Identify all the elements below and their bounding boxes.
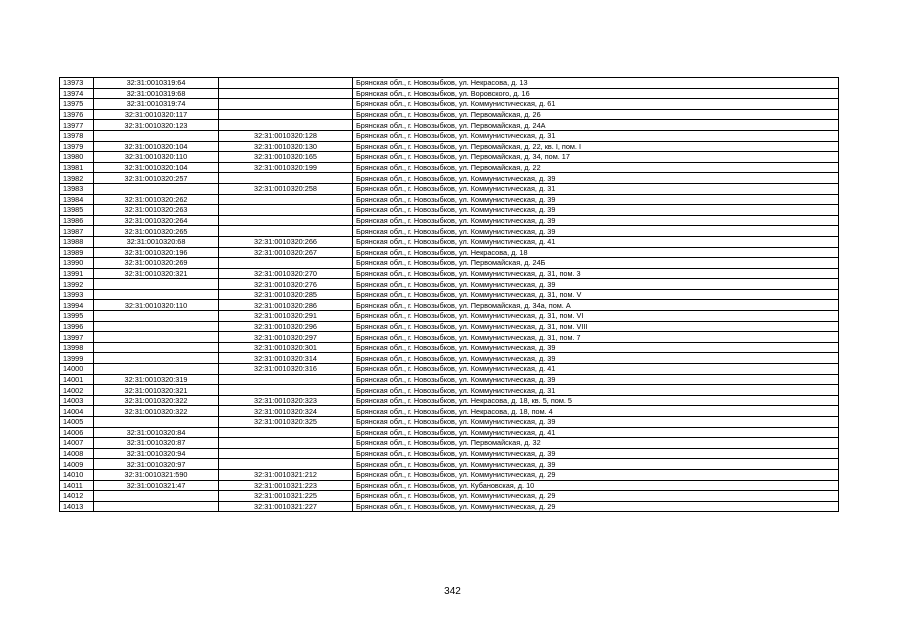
record-number-cell: 14000 bbox=[60, 364, 94, 375]
table-row bbox=[60, 289, 839, 300]
building-cadastral-number-cell bbox=[219, 438, 353, 449]
table-row bbox=[60, 205, 839, 216]
record-number-cell: 13994 bbox=[60, 300, 94, 311]
address-cell: Брянская обл., г. Новозыбков, ул. Первомайская, д. 22, кв. I, пом. I bbox=[353, 141, 839, 152]
table-row bbox=[60, 78, 839, 89]
cadastral-number-cell: 32:31:0010319:64 bbox=[94, 78, 219, 89]
record-number-cell: 13996 bbox=[60, 321, 94, 332]
table-row bbox=[60, 395, 839, 406]
table-row bbox=[60, 406, 839, 417]
record-number-cell: 13975 bbox=[60, 99, 94, 110]
building-cadastral-number-cell bbox=[219, 99, 353, 110]
cadastral-number-cell bbox=[94, 289, 219, 300]
cadastral-number-cell: 32:31:0010321:590 bbox=[94, 469, 219, 480]
table-row bbox=[60, 501, 839, 512]
building-cadastral-number-cell: 32:31:0010320:270 bbox=[219, 268, 353, 279]
address-cell: Брянская обл., г. Новозыбков, ул. Коммунистическая, д. 39 bbox=[353, 448, 839, 459]
table-row bbox=[60, 141, 839, 152]
building-cadastral-number-cell: 32:31:0010320:199 bbox=[219, 162, 353, 173]
record-number-cell: 13976 bbox=[60, 109, 94, 120]
address-cell: Брянская обл., г. Новозыбков, ул. Некрасова, д. 13 bbox=[353, 78, 839, 89]
record-number-cell: 13981 bbox=[60, 162, 94, 173]
record-number-cell: 14012 bbox=[60, 491, 94, 502]
address-cell: Брянская обл., г. Новозыбков, ул. Коммунистическая, д. 61 bbox=[353, 99, 839, 110]
table-row bbox=[60, 427, 839, 438]
cadastral-number-cell: 32:31:0010320:319 bbox=[94, 374, 219, 385]
address-cell: Брянская обл., г. Новозыбков, ул. Некрасова, д. 18, пом. 4 bbox=[353, 406, 839, 417]
cadastral-number-cell: 32:31:0010320:321 bbox=[94, 268, 219, 279]
record-number-cell: 13992 bbox=[60, 279, 94, 290]
building-cadastral-number-cell: 32:31:0010320:286 bbox=[219, 300, 353, 311]
cadastral-number-cell: 32:31:0010320:262 bbox=[94, 194, 219, 205]
record-number-cell: 13979 bbox=[60, 141, 94, 152]
building-cadastral-number-cell: 32:31:0010320:316 bbox=[219, 364, 353, 375]
building-cadastral-number-cell bbox=[219, 385, 353, 396]
record-number-cell: 13983 bbox=[60, 183, 94, 194]
table-row bbox=[60, 247, 839, 258]
table-row bbox=[60, 183, 839, 194]
record-number-cell: 14013 bbox=[60, 501, 94, 512]
record-number-cell: 14011 bbox=[60, 480, 94, 491]
address-cell: Брянская обл., г. Новозыбков, ул. Первомайская, д. 34, пом. 17 bbox=[353, 152, 839, 163]
building-cadastral-number-cell: 32:31:0010320:276 bbox=[219, 279, 353, 290]
cadastral-number-cell: 32:31:0010321:47 bbox=[94, 480, 219, 491]
address-cell: Брянская обл., г. Новозыбков, ул. Некрасова, д. 18 bbox=[353, 247, 839, 258]
record-number-cell: 14004 bbox=[60, 406, 94, 417]
cadastral-number-cell bbox=[94, 491, 219, 502]
address-cell: Брянская обл., г. Новозыбков, ул. Первомайская, д. 22 bbox=[353, 162, 839, 173]
building-cadastral-number-cell: 32:31:0010320:291 bbox=[219, 311, 353, 322]
cadastral-number-cell bbox=[94, 130, 219, 141]
cadastral-number-cell bbox=[94, 364, 219, 375]
record-number-cell: 13973 bbox=[60, 78, 94, 89]
cadastral-number-cell bbox=[94, 183, 219, 194]
building-cadastral-number-cell bbox=[219, 427, 353, 438]
address-cell: Брянская обл., г. Новозыбков, ул. Воровского, д. 16 bbox=[353, 88, 839, 99]
building-cadastral-number-cell bbox=[219, 109, 353, 120]
building-cadastral-number-cell bbox=[219, 459, 353, 470]
record-number-cell: 13974 bbox=[60, 88, 94, 99]
record-number-cell: 14005 bbox=[60, 417, 94, 428]
cadastral-number-cell: 32:31:0010320:257 bbox=[94, 173, 219, 184]
cadastral-number-cell: 32:31:0010320:110 bbox=[94, 152, 219, 163]
table-row bbox=[60, 300, 839, 311]
address-cell: Брянская обл., г. Новозыбков, ул. Коммунистическая, д. 39 bbox=[353, 374, 839, 385]
address-cell: Брянская обл., г. Новозыбков, ул. Некрасова, д. 18, кв. 5, пом. 5 bbox=[353, 395, 839, 406]
record-number-cell: 13989 bbox=[60, 247, 94, 258]
table-row bbox=[60, 448, 839, 459]
record-number-cell: 13980 bbox=[60, 152, 94, 163]
table-row bbox=[60, 279, 839, 290]
table-row bbox=[60, 109, 839, 120]
cadastral-number-cell: 32:31:0010320:104 bbox=[94, 162, 219, 173]
table-row bbox=[60, 152, 839, 163]
table-row bbox=[60, 469, 839, 480]
address-cell: Брянская обл., г. Новозыбков, ул. Коммунистическая, д. 31, пом. 7 bbox=[353, 332, 839, 343]
table-row bbox=[60, 130, 839, 141]
record-number-cell: 13988 bbox=[60, 236, 94, 247]
address-cell: Брянская обл., г. Новозыбков, ул. Коммунистическая, д. 39 bbox=[353, 353, 839, 364]
cadastral-number-cell: 32:31:0010319:74 bbox=[94, 99, 219, 110]
address-cell: Брянская обл., г. Новозыбков, ул. Первомайская, д. 32 bbox=[353, 438, 839, 449]
record-number-cell: 14003 bbox=[60, 395, 94, 406]
table-row bbox=[60, 417, 839, 428]
record-number-cell: 14002 bbox=[60, 385, 94, 396]
cadastral-number-cell bbox=[94, 332, 219, 343]
building-cadastral-number-cell bbox=[219, 205, 353, 216]
record-number-cell: 13999 bbox=[60, 353, 94, 364]
record-number-cell: 13977 bbox=[60, 120, 94, 131]
address-cell: Брянская обл., г. Новозыбков, ул. Первомайская, д. 24А bbox=[353, 120, 839, 131]
registry-table-body bbox=[60, 78, 839, 512]
building-cadastral-number-cell bbox=[219, 448, 353, 459]
page-number: 342 bbox=[444, 586, 461, 597]
record-number-cell: 14008 bbox=[60, 448, 94, 459]
record-number-cell: 14010 bbox=[60, 469, 94, 480]
cadastral-number-cell: 32:31:0010320:263 bbox=[94, 205, 219, 216]
address-cell: Брянская обл., г. Новозыбков, ул. Коммунистическая, д. 31 bbox=[353, 385, 839, 396]
cadastral-number-cell: 32:31:0010320:104 bbox=[94, 141, 219, 152]
building-cadastral-number-cell: 32:31:0010320:297 bbox=[219, 332, 353, 343]
table-row bbox=[60, 215, 839, 226]
record-number-cell: 13984 bbox=[60, 194, 94, 205]
cadastral-number-cell: 32:31:0010320:269 bbox=[94, 258, 219, 269]
address-cell: Брянская обл., г. Новозыбков, ул. Коммунистическая, д. 39 bbox=[353, 459, 839, 470]
building-cadastral-number-cell: 32:31:0010320:296 bbox=[219, 321, 353, 332]
address-cell: Брянская обл., г. Новозыбков, ул. Коммунистическая, д. 41 bbox=[353, 364, 839, 375]
address-cell: Брянская обл., г. Новозыбков, ул. Коммунистическая, д. 41 bbox=[353, 236, 839, 247]
record-number-cell: 13997 bbox=[60, 332, 94, 343]
table-row bbox=[60, 342, 839, 353]
building-cadastral-number-cell bbox=[219, 173, 353, 184]
address-cell: Брянская обл., г. Новозыбков, ул. Коммунистическая, д. 39 bbox=[353, 342, 839, 353]
cadastral-number-cell: 32:31:0010320:97 bbox=[94, 459, 219, 470]
building-cadastral-number-cell bbox=[219, 258, 353, 269]
address-cell: Брянская обл., г. Новозыбков, ул. Коммунистическая, д. 31, пом. 3 bbox=[353, 268, 839, 279]
cadastral-number-cell bbox=[94, 311, 219, 322]
table-row bbox=[60, 364, 839, 375]
cadastral-number-cell: 32:31:0010320:68 bbox=[94, 236, 219, 247]
record-number-cell: 13995 bbox=[60, 311, 94, 322]
building-cadastral-number-cell bbox=[219, 226, 353, 237]
address-cell: Брянская обл., г. Новозыбков, ул. Коммунистическая, д. 31, пом. VIII bbox=[353, 321, 839, 332]
address-cell: Брянская обл., г. Новозыбков, ул. Коммунистическая, д. 29 bbox=[353, 469, 839, 480]
record-number-cell: 13998 bbox=[60, 342, 94, 353]
building-cadastral-number-cell: 32:31:0010321:223 bbox=[219, 480, 353, 491]
address-cell: Брянская обл., г. Новозыбков, ул. Коммунистическая, д. 39 bbox=[353, 215, 839, 226]
cadastral-number-cell bbox=[94, 321, 219, 332]
address-cell: Брянская обл., г. Новозыбков, ул. Коммунистическая, д. 31, пом. VI bbox=[353, 311, 839, 322]
table-row bbox=[60, 120, 839, 131]
cadastral-number-cell: 32:31:0010320:196 bbox=[94, 247, 219, 258]
address-cell: Брянская обл., г. Новозыбков, ул. Первомайская, д. 34а, пом. А bbox=[353, 300, 839, 311]
building-cadastral-number-cell: 32:31:0010320:267 bbox=[219, 247, 353, 258]
table-row bbox=[60, 162, 839, 173]
cadastral-number-cell: 32:31:0010320:110 bbox=[94, 300, 219, 311]
address-cell: Брянская обл., г. Новозыбков, ул. Первомайская, д. 24Б bbox=[353, 258, 839, 269]
table-row bbox=[60, 491, 839, 502]
address-cell: Брянская обл., г. Новозыбков, ул. Коммунистическая, д. 31 bbox=[353, 183, 839, 194]
record-number-cell: 14007 bbox=[60, 438, 94, 449]
building-cadastral-number-cell: 32:31:0010320:324 bbox=[219, 406, 353, 417]
building-cadastral-number-cell: 32:31:0010320:266 bbox=[219, 236, 353, 247]
building-cadastral-number-cell: 32:31:0010321:212 bbox=[219, 469, 353, 480]
record-number-cell: 13990 bbox=[60, 258, 94, 269]
address-cell: Брянская обл., г. Новозыбков, ул. Коммунистическая, д. 31 bbox=[353, 130, 839, 141]
table-row bbox=[60, 480, 839, 491]
building-cadastral-number-cell: 32:31:0010320:285 bbox=[219, 289, 353, 300]
cadastral-number-cell: 32:31:0010320:264 bbox=[94, 215, 219, 226]
cadastral-number-cell bbox=[94, 417, 219, 428]
record-number-cell: 13987 bbox=[60, 226, 94, 237]
cadastral-number-cell: 32:31:0010320:265 bbox=[94, 226, 219, 237]
registry-table bbox=[59, 77, 839, 512]
address-cell: Брянская обл., г. Новозыбков, ул. Первомайская, д. 26 bbox=[353, 109, 839, 120]
table-row bbox=[60, 226, 839, 237]
building-cadastral-number-cell bbox=[219, 374, 353, 385]
address-cell: Брянская обл., г. Новозыбков, ул. Коммунистическая, д. 39 bbox=[353, 194, 839, 205]
building-cadastral-number-cell: 32:31:0010320:128 bbox=[219, 130, 353, 141]
table-row bbox=[60, 236, 839, 247]
address-cell: Брянская обл., г. Новозыбков, ул. Коммунистическая, д. 39 bbox=[353, 173, 839, 184]
address-cell: Брянская обл., г. Новозыбков, ул. Коммунистическая, д. 39 bbox=[353, 279, 839, 290]
record-number-cell: 14009 bbox=[60, 459, 94, 470]
table-row bbox=[60, 99, 839, 110]
record-number-cell: 13986 bbox=[60, 215, 94, 226]
address-cell: Брянская обл., г. Новозыбков, ул. Коммунистическая, д. 29 bbox=[353, 491, 839, 502]
cadastral-number-cell bbox=[94, 342, 219, 353]
cadastral-number-cell: 32:31:0010320:84 bbox=[94, 427, 219, 438]
address-cell: Брянская обл., г. Новозыбков, ул. Коммунистическая, д. 29 bbox=[353, 501, 839, 512]
cadastral-number-cell: 32:31:0010320:94 bbox=[94, 448, 219, 459]
table-row bbox=[60, 194, 839, 205]
table-row bbox=[60, 332, 839, 343]
address-cell: Брянская обл., г. Новозыбков, ул. Коммунистическая, д. 41 bbox=[353, 427, 839, 438]
building-cadastral-number-cell: 32:31:0010320:130 bbox=[219, 141, 353, 152]
building-cadastral-number-cell bbox=[219, 215, 353, 226]
address-cell: Брянская обл., г. Новозыбков, ул. Коммунистическая, д. 39 bbox=[353, 417, 839, 428]
building-cadastral-number-cell: 32:31:0010320:165 bbox=[219, 152, 353, 163]
table-row bbox=[60, 268, 839, 279]
cadastral-number-cell: 32:31:0010320:322 bbox=[94, 395, 219, 406]
cadastral-number-cell: 32:31:0010320:322 bbox=[94, 406, 219, 417]
building-cadastral-number-cell: 32:31:0010320:258 bbox=[219, 183, 353, 194]
table-row bbox=[60, 173, 839, 184]
cadastral-number-cell bbox=[94, 501, 219, 512]
table-row bbox=[60, 459, 839, 470]
record-number-cell: 13985 bbox=[60, 205, 94, 216]
record-number-cell: 13982 bbox=[60, 173, 94, 184]
address-cell: Брянская обл., г. Новозыбков, ул. Коммунистическая, д. 31, пом. V bbox=[353, 289, 839, 300]
table-row bbox=[60, 374, 839, 385]
building-cadastral-number-cell: 32:31:0010320:314 bbox=[219, 353, 353, 364]
cadastral-number-cell: 32:31:0010320:123 bbox=[94, 120, 219, 131]
building-cadastral-number-cell: 32:31:0010320:325 bbox=[219, 417, 353, 428]
address-cell: Брянская обл., г. Новозыбков, ул. Кубановская, д. 10 bbox=[353, 480, 839, 491]
record-number-cell: 13991 bbox=[60, 268, 94, 279]
table-row bbox=[60, 311, 839, 322]
record-number-cell: 14006 bbox=[60, 427, 94, 438]
record-number-cell: 13978 bbox=[60, 130, 94, 141]
record-number-cell: 13993 bbox=[60, 289, 94, 300]
address-cell: Брянская обл., г. Новозыбков, ул. Коммунистическая, д. 39 bbox=[353, 226, 839, 237]
cadastral-number-cell: 32:31:0010320:87 bbox=[94, 438, 219, 449]
cadastral-number-cell bbox=[94, 279, 219, 290]
building-cadastral-number-cell bbox=[219, 120, 353, 131]
cadastral-number-cell: 32:31:0010319:68 bbox=[94, 88, 219, 99]
building-cadastral-number-cell bbox=[219, 194, 353, 205]
address-cell: Брянская обл., г. Новозыбков, ул. Коммунистическая, д. 39 bbox=[353, 205, 839, 216]
building-cadastral-number-cell bbox=[219, 88, 353, 99]
table-row bbox=[60, 321, 839, 332]
building-cadastral-number-cell: 32:31:0010320:323 bbox=[219, 395, 353, 406]
cadastral-number-cell bbox=[94, 353, 219, 364]
cadastral-number-cell: 32:31:0010320:321 bbox=[94, 385, 219, 396]
building-cadastral-number-cell: 32:31:0010321:225 bbox=[219, 491, 353, 502]
cadastral-number-cell: 32:31:0010320:117 bbox=[94, 109, 219, 120]
record-number-cell: 14001 bbox=[60, 374, 94, 385]
building-cadastral-number-cell bbox=[219, 78, 353, 89]
table-row bbox=[60, 88, 839, 99]
table-row bbox=[60, 258, 839, 269]
table-row bbox=[60, 385, 839, 396]
table-row bbox=[60, 353, 839, 364]
table-row bbox=[60, 438, 839, 449]
building-cadastral-number-cell: 32:31:0010320:301 bbox=[219, 342, 353, 353]
building-cadastral-number-cell: 32:31:0010321:227 bbox=[219, 501, 353, 512]
